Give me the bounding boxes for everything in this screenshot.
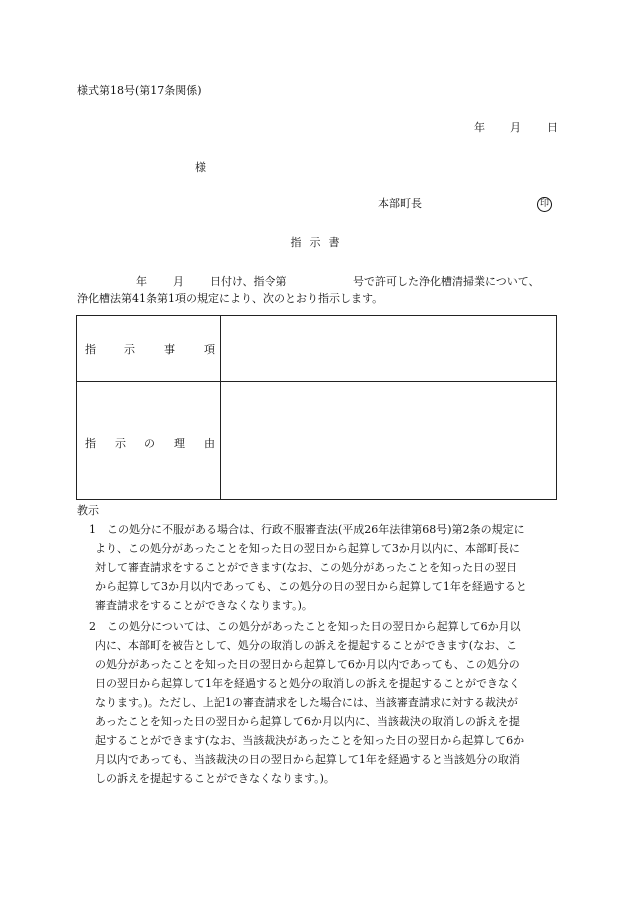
title-char: 示 (309, 236, 321, 249)
label-char: 項 (204, 343, 215, 356)
notice-item-line: 月以内であっても、当該裁決の日の翌日から起算して1年を経過すると当該処分の取消 (95, 753, 520, 766)
notice-item-line: しの訴えを提起することができなくなります。)。 (95, 772, 335, 785)
label-char: の (144, 437, 155, 450)
notice-item-line: の処分があったことを知った日の翌日から起算して6か月以内であっても、この処分の (95, 658, 520, 671)
document-title (0, 236, 630, 250)
title-char: 指 (290, 236, 302, 249)
notice-item-line: より、この処分があったことを知った日の翌日から起算して3か月以内に、本部町長に (95, 542, 520, 555)
addressee-suffix: 様 (195, 161, 206, 174)
table-divider-horizontal (77, 381, 556, 382)
intro-line-2: 浄化槽法第41条第1項の規定により、次のとおり指示します。 (77, 292, 384, 305)
issuer-name: 本部町長 (378, 197, 422, 210)
form-number: 様式第18号(第17条関係) (77, 84, 202, 97)
notice-item-line: 起することができます(なお、当該裁決があったことを知った日の翌日から起算して6か (95, 734, 525, 747)
title-char: 書 (328, 236, 340, 249)
notice-item-line: 対して審査請求をすることができます(なお、この処分があったことを知った日の翌日 (95, 561, 518, 574)
notice-item-line: から起算して3か月以内であっても、この処分の日の翌日から起算して1年を経過すると (95, 580, 527, 593)
notice-heading: 教示 (77, 504, 99, 517)
label-char: 指 (85, 437, 96, 450)
instruction-table (76, 315, 557, 500)
notice-item-number: 1 (89, 523, 96, 536)
intro-year: 年 (136, 275, 147, 288)
intro-month: 月 (173, 275, 184, 288)
notice-item-line: この処分については、この処分があったことを知った日の翌日から起算して6か月以 (107, 620, 521, 633)
intro-day: 日付け、指令第 (210, 275, 287, 288)
intro-line-1 (77, 275, 557, 289)
label-instruction-reason (77, 437, 220, 451)
notice-item-line: この処分に不服がある場合は、行政不服審査法(平成26年法律第68号)第2条の規定に (107, 523, 525, 536)
intro-number-suffix: 号で許可した浄化槽清掃業について、 (353, 275, 540, 288)
label-char: 指 (85, 343, 96, 356)
label-char: 事 (164, 343, 175, 356)
date-day-label: 日 (547, 121, 558, 134)
notice-item-number: 2 (89, 620, 96, 633)
notice-item-line: 日の翌日から起算して1年を経過すると処分の取消しの訴えを提起することができなく (95, 677, 520, 690)
label-char: 由 (204, 437, 215, 450)
label-char: 理 (174, 437, 185, 450)
label-char: 示 (124, 343, 135, 356)
label-instruction-matter (77, 343, 220, 357)
date-year-label: 年 (474, 121, 485, 134)
notice-item-line: 審査請求をすることができなくなります。)。 (95, 599, 313, 612)
label-char: 示 (115, 437, 126, 450)
seal-mark: 印 (537, 197, 552, 212)
notice-item-line: 内に、本部町を被告として、処分の取消しの訴えを提起することができます(なお、こ (95, 639, 518, 652)
date-month-label: 月 (510, 121, 521, 134)
notice-item-line: なります。)。ただし、上記1の審査請求をした場合には、当該審査請求に対する裁決が (95, 696, 518, 709)
table-divider-vertical (220, 316, 221, 499)
notice-item-line: あったことを知った日の翌日から起算して6か月以内に、当該裁決の取消しの訴えを提 (95, 715, 520, 728)
